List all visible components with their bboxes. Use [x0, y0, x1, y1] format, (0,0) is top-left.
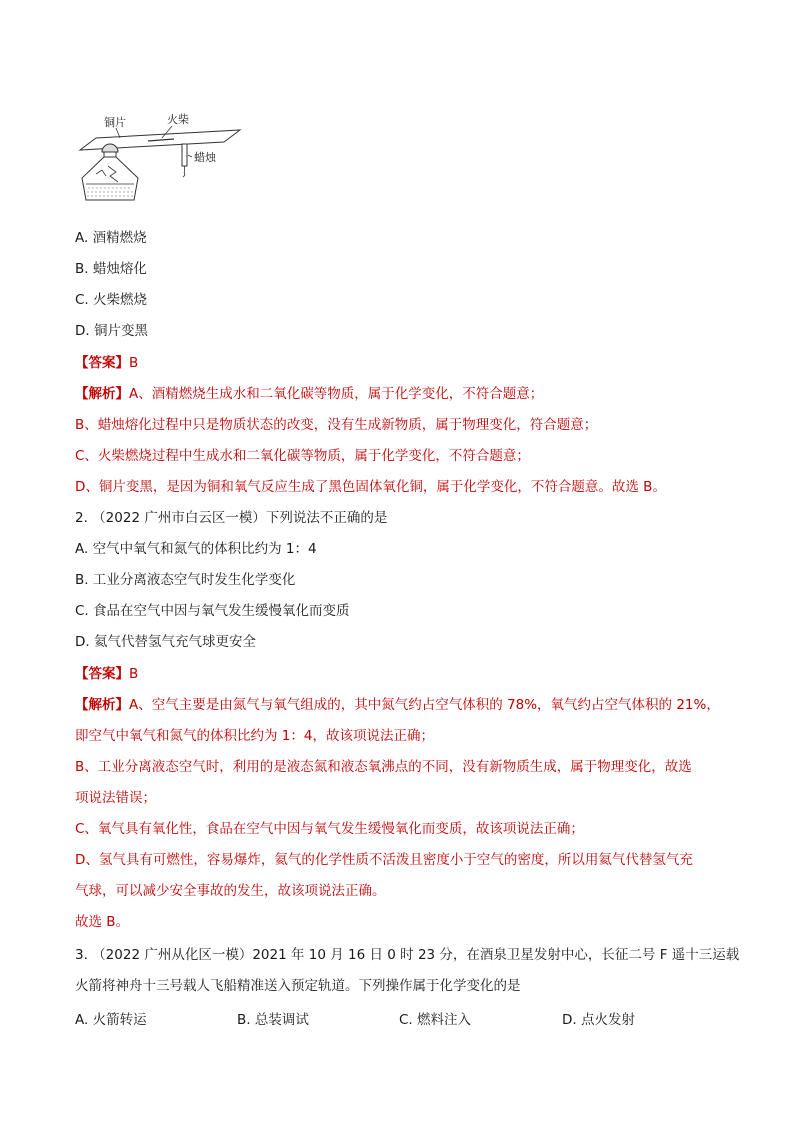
experiment-diagram [74, 108, 244, 218]
q2-answer [75, 664, 138, 684]
copper-label: 铜片 [104, 116, 126, 129]
q2-option-a: A. 空气中氧气和氮气的体积比约为 1：4 [75, 541, 317, 557]
analysis-tag: 【解析】 [75, 386, 129, 402]
q1-option-d: D. 铜片变黑 [75, 323, 148, 339]
q1-analysis-line: 【解析】A、酒精燃烧生成水和二氧化碳等物质，属于化学变化，不符合题意； [75, 386, 544, 402]
match-stick [148, 139, 174, 141]
match-label: 火柴 [167, 113, 189, 126]
q1-option-c: C. 火柴燃烧 [75, 292, 148, 308]
q2-stem: 2. （2022 广州市白云区一模）下列说法不正确的是 [75, 510, 388, 526]
q1-answer [75, 353, 138, 373]
q2-analysis-line: 项说法错误； [75, 790, 156, 806]
q2-option-b: B. 工业分离液态空气时发生化学变化 [75, 572, 296, 588]
experiment-figure [74, 108, 244, 218]
q3-options [75, 1008, 715, 1028]
q2-analysis-line: 气球，可以减少安全事故的发生，故该项说法正确。 [75, 883, 386, 899]
q2-analysis-line: 【解析】A、空气主要是由氮气与氧气组成的，其中氮气约占空气体积的 78%，氧气约占空气体积的 21%， [75, 697, 720, 713]
q2-analysis-line: D、氢气具有可燃性，容易爆炸，氦气的化学性质不活泼且密度小于空气的密度，所以用氦气代替氢气充 [75, 852, 693, 868]
answer-value: B [129, 355, 139, 371]
q3-stem-line2: 火箭将神舟十三号载人飞船精准送入预定轨道。下列操作属于化学变化的是 [75, 978, 521, 994]
q3-option-b: B. 总装调试 [237, 1012, 309, 1028]
q2-analysis-line: 即空气中氧气和氮气的体积比约为 1：4，故该项说法正确； [75, 728, 434, 744]
q1-option-a: A. 酒精燃烧 [75, 230, 147, 246]
q1-analysis-line: D、铜片变黑，是因为铜和氧气反应生成了黑色固体氧化铜，属于化学变化，不符合题意。故选 B。 [75, 479, 666, 495]
answer-tag: 【答案】 [75, 355, 129, 371]
q2-option-c: C. 食品在空气中因与氧气发生缓慢氧化而变质 [75, 603, 350, 619]
q3-stem-line1: 3. （2022 广州从化区一模）2021 年 10 月 16 日 0 时 23 分，在酒泉卫星发射中心，长征二号 F 遥十三运载 [75, 947, 740, 963]
q3-option-a: A. 火箭转运 [75, 1012, 147, 1028]
candle [182, 144, 187, 166]
q1-option-b: B. 蜡烛熔化 [75, 261, 147, 277]
alcohol-lamp [82, 144, 138, 200]
q1-analysis-line: C、火柴燃烧过程中生成水和二氧化碳等物质，属于化学变化，不符合题意； [75, 448, 530, 464]
analysis-tag: 【解析】 [75, 697, 129, 713]
q2-option-d: D. 氦气代替氢气充气球更安全 [75, 634, 256, 650]
q2-analysis-line: B、工业分离液态空气时，利用的是液态氮和液态氧沸点的不同，没有新物质生成，属于物理变化，故选 [75, 759, 692, 775]
q3-option-d: D. 点火发射 [562, 1012, 635, 1028]
answer-tag: 【答案】 [75, 666, 129, 682]
answer-value: B [129, 666, 139, 682]
q1-analysis-line: B、蜡烛熔化过程中只是物质状态的改变，没有生成新物质，属于物理变化，符合题意； [75, 417, 598, 433]
q3-option-c: C. 燃料注入 [399, 1012, 472, 1028]
q2-analysis-line: C、氧气具有氧化性，食品在空气中因与氧气发生缓慢氧化而变质，故该项说法正确； [75, 821, 584, 837]
q2-conclusion: 故选 B。 [75, 914, 130, 930]
candle-label: 蜡烛 [194, 151, 216, 164]
